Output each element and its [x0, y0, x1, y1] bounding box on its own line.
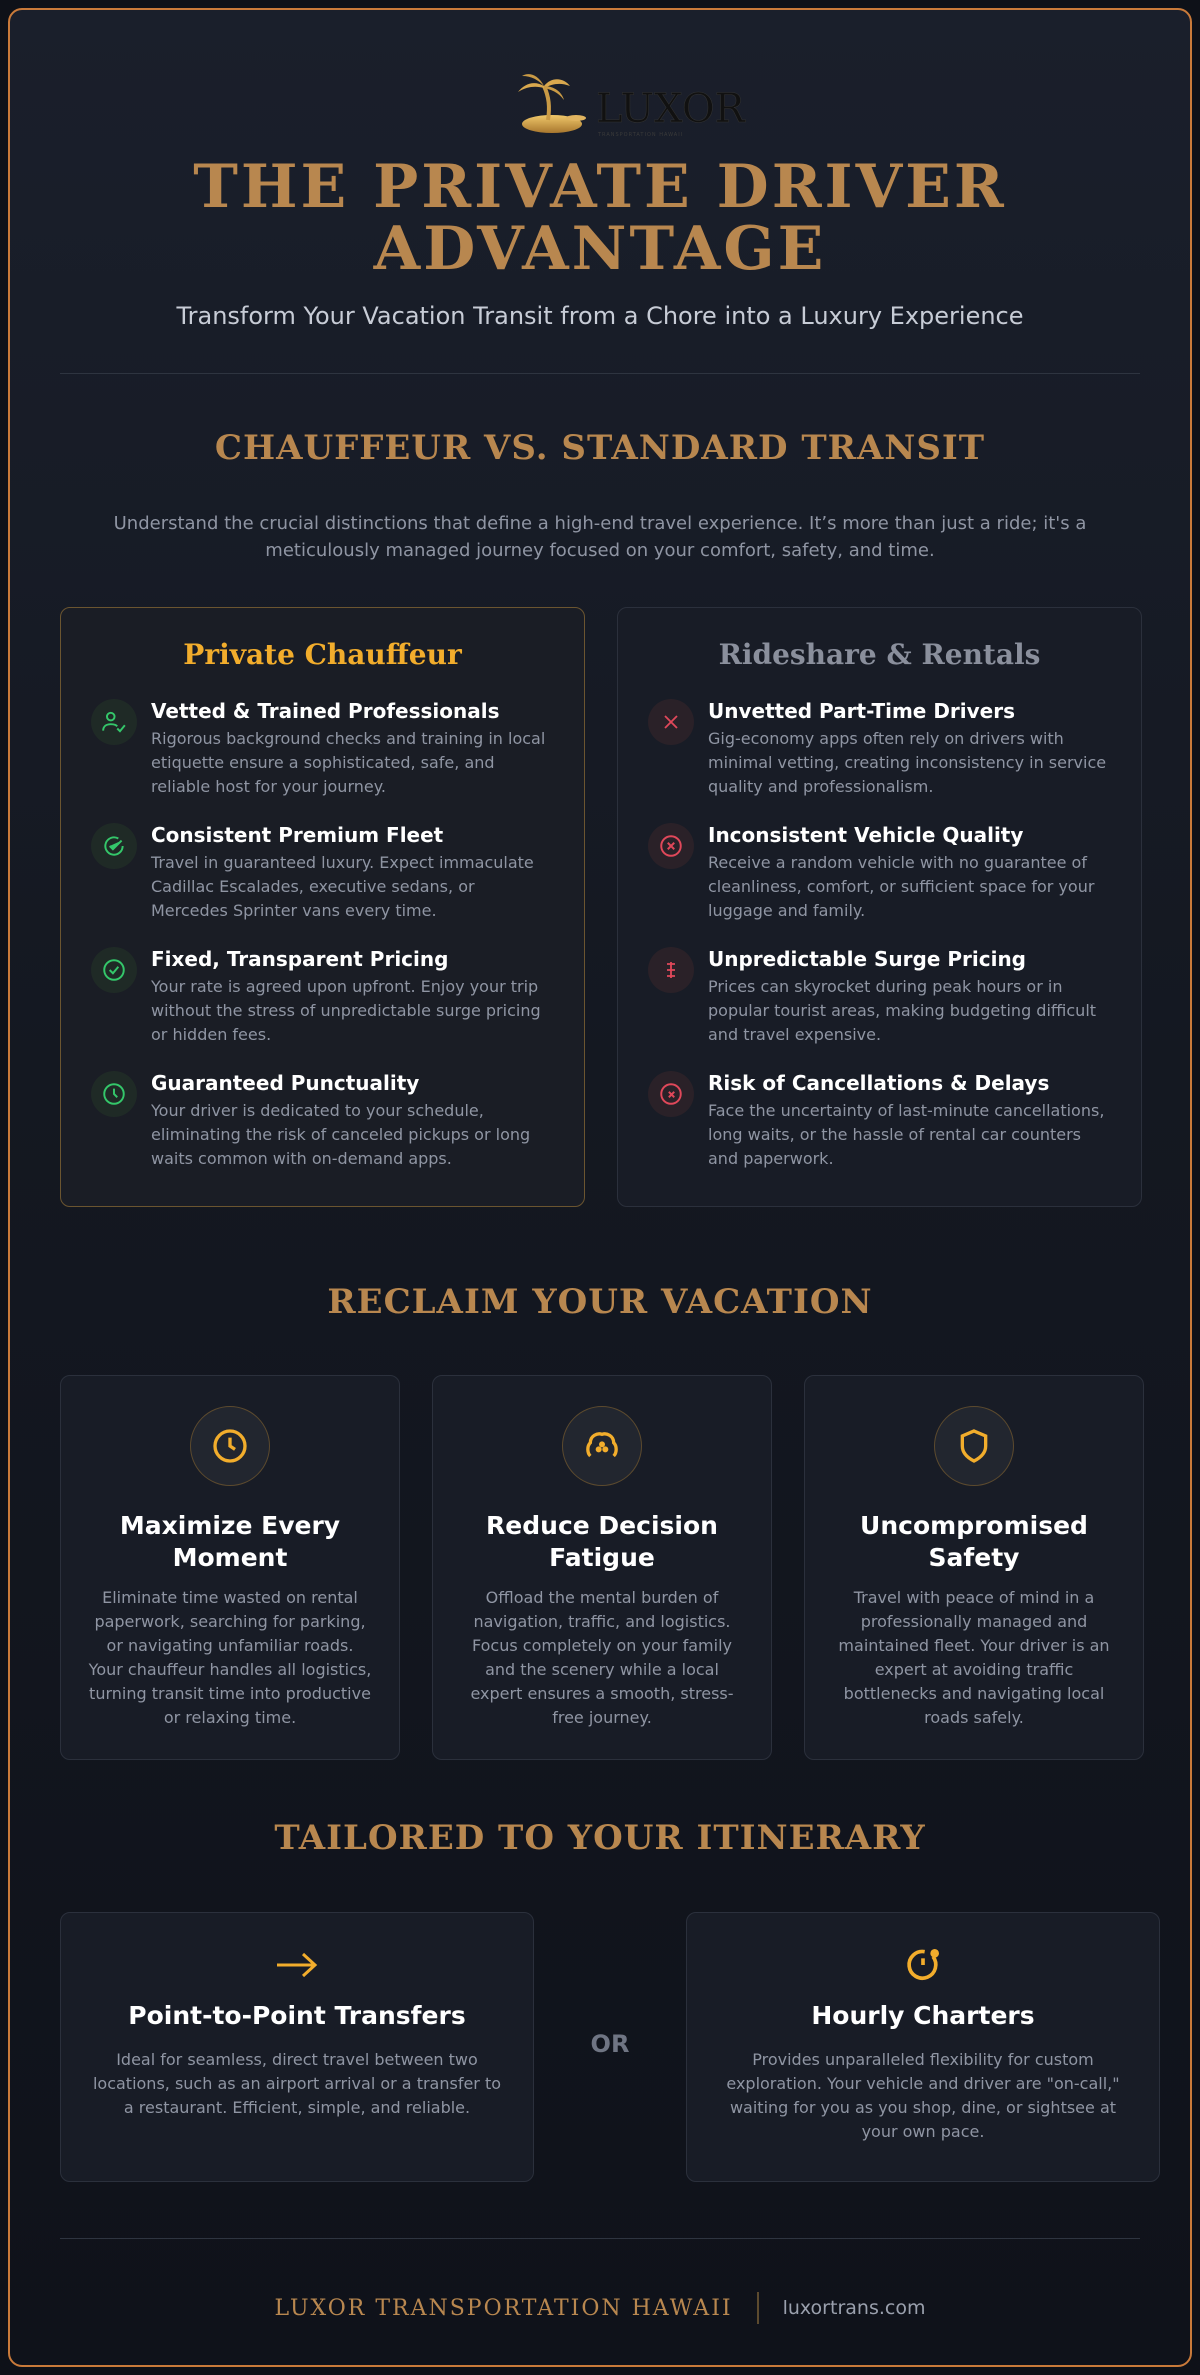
rideshare-heading: Rideshare & Rentals [718, 638, 1041, 671]
comparison-intro: Understand the crucial distinctions that define a high-end travel experience. It’s more than just a ride; it's a meticulously managed journey focused on your comfort, safety, and time. [113, 513, 1087, 561]
footer [60, 2292, 1140, 2324]
page-subtitle: Transform Your Vacation Transit from a Chore into a Luxury Experience [176, 302, 1024, 330]
list-item [648, 1071, 1111, 1171]
item-title: Risk of Cancellations & Delays [708, 1071, 1050, 1095]
fluctuation-icon [648, 947, 694, 993]
svg-text:TRANSPORTATION HAWAII: TRANSPORTATION HAWAII [598, 132, 684, 138]
comparison-title: CHAUFFEUR VS. STANDARD TRANSIT [214, 428, 986, 468]
user-check-icon [91, 699, 137, 745]
divider [60, 2238, 1140, 2239]
item-title: Consistent Premium Fleet [151, 823, 444, 847]
list-item [91, 699, 554, 799]
item-title: Unpredictable Surge Pricing [708, 947, 1026, 971]
arrow-right-icon [91, 1943, 503, 1987]
chauffeur-card [60, 607, 585, 1207]
service-text: Provides unparalleled flexibility for custom exploration. Your vehicle and driver are "on-call," waiting for you as you shop, dine, or sightsee at your own pace. [726, 2050, 1120, 2141]
item-title: Unvetted Part-Time Drivers [708, 699, 1016, 723]
service-title: Point-to-Point Transfers [128, 2001, 466, 2030]
list-item [648, 823, 1111, 923]
title-line-1: THE PRIVATE DRIVER [193, 152, 1007, 222]
services-title: TAILORED TO YOUR ITINERARY [274, 1818, 926, 1858]
title-line-2: ADVANTAGE [373, 214, 827, 284]
benefit-card [60, 1375, 400, 1760]
brand-logo [514, 72, 745, 142]
benefit-title: Reduce Decision Fatigue [486, 1511, 718, 1572]
logo-text: LUXOR [596, 86, 745, 132]
list-item [91, 947, 554, 1047]
list-item [91, 1071, 554, 1171]
benefit-text: Travel with peace of mind in a professionally managed and maintained fleet. Your driver is an expert at avoiding traffic bottlenecks and navigating local roads safely. [838, 1588, 1110, 1727]
service-card [686, 1912, 1160, 2182]
benefit-title: Uncompromised Safety [860, 1511, 1088, 1572]
list-item [648, 699, 1111, 799]
item-text: Travel in guaranteed luxury. Expect immaculate Cadillac Escalades, executive sedans, or Mercedes Sprinter vans every time. [151, 853, 534, 920]
chauffeur-heading: Private Chauffeur [183, 638, 462, 671]
clock-x-icon [648, 1071, 694, 1117]
badge-check-icon [91, 823, 137, 869]
x-circle-icon [648, 823, 694, 869]
x-icon [648, 699, 694, 745]
service-title: Hourly Charters [811, 2001, 1035, 2030]
item-title: Vetted & Trained Professionals [151, 699, 500, 723]
item-text: Face the uncertainty of last-minute cancellations, long waits, or the hassle of rental car counters and paperwork. [708, 1101, 1105, 1168]
item-text: Prices can skyrocket during peak hours or in popular tourist areas, making budgeting difficult and travel expensive. [708, 977, 1097, 1044]
item-title: Inconsistent Vehicle Quality [708, 823, 1024, 847]
divider [60, 373, 1140, 374]
shield-icon [934, 1406, 1014, 1486]
item-title: Fixed, Transparent Pricing [151, 947, 449, 971]
item-text: Gig-economy apps often rely on drivers with minimal vetting, creating inconsistency in service quality and professionalism. [708, 729, 1107, 796]
rideshare-card [617, 607, 1142, 1207]
timer-icon [717, 1943, 1129, 1987]
page-title [60, 152, 1140, 284]
clock-check-icon [91, 1071, 137, 1117]
footer-url[interactable]: luxortrans.com [782, 2297, 926, 2319]
service-text: Ideal for seamless, direct travel between two locations, such as an airport arrival or a transfer to a restaurant. Efficient, simple, and reliable. [92, 2050, 502, 2117]
benefits-title: RECLAIM YOUR VACATION [327, 1282, 873, 1322]
item-text: Your driver is dedicated to your schedule, eliminating the risk of canceled pickups or long waits common with on-demand apps. [151, 1101, 531, 1168]
benefit-text: Offload the mental burden of navigation, traffic, and logistics. Focus completely on your family and the scenery while a local expert ensures a smooth, stress-free journey. [470, 1588, 734, 1727]
benefit-text: Eliminate time wasted on rental paperwork, searching for parking, or navigating unfamiliar roads. Your chauffeur handles all logistics, turning transit time into productive or relaxing time. [88, 1588, 372, 1727]
list-item [91, 823, 554, 923]
item-title: Guaranteed Punctuality [151, 1071, 420, 1095]
benefit-card [432, 1375, 772, 1760]
benefit-title: Maximize Every Moment [119, 1511, 341, 1572]
item-text: Rigorous background checks and training in local etiquette ensure a sophisticated, safe, and reliable host for your journey. [151, 729, 546, 796]
footer-separator [757, 2292, 759, 2324]
service-card [60, 1912, 534, 2182]
item-text: Receive a random vehicle with no guarantee of cleanliness, comfort, or sufficient space for your luggage and family. [708, 853, 1095, 920]
benefit-card [804, 1375, 1144, 1760]
footer-brand: LUXOR TRANSPORTATION HAWAII [274, 2295, 733, 2321]
check-circle-icon [91, 947, 137, 993]
list-item [648, 947, 1111, 1047]
page-frame [8, 8, 1192, 2367]
brain-icon [562, 1406, 642, 1486]
clock-icon [190, 1406, 270, 1486]
or-label: OR [590, 2030, 630, 2058]
item-text: Your rate is agreed upon upfront. Enjoy your trip without the stress of unpredictable surge pricing or hidden fees. [151, 977, 541, 1044]
